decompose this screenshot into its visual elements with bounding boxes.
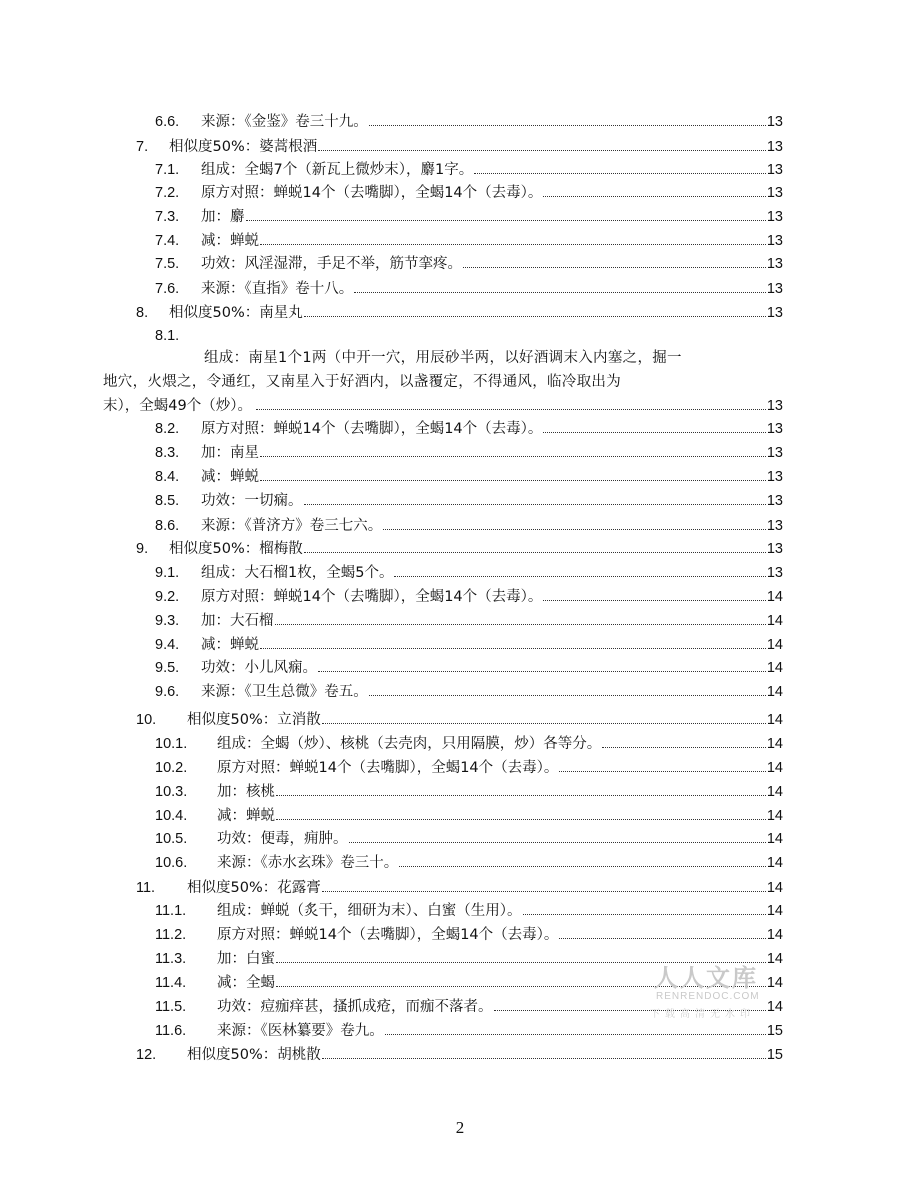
para-line-1: 组成：南星1个1两（中开一穴，用辰砂半两，以好酒调末入内塞之，掘一 — [204, 350, 682, 366]
page-ref: 14 — [766, 736, 783, 752]
toc-entry-7-1[interactable] — [155, 160, 783, 180]
toc-number: 10. — [136, 712, 157, 728]
para-line-2: 地穴，火煨之，令通红，又南星入于好酒内，以盏覆定，不得通风，临冷取出为 — [103, 374, 621, 390]
toc-entry-11-1[interactable] — [155, 901, 783, 921]
toc-title: 原方对照：蝉蜕14个（去嘴脚），全蝎14个（去毒）。 — [217, 927, 559, 943]
toc-title: 来源：《普济方》卷三七六。 — [201, 518, 383, 534]
toc-entry-9[interactable] — [136, 539, 783, 559]
dot-leader — [385, 1034, 766, 1035]
toc-number: 8.2. — [155, 421, 180, 437]
toc-entry-10-6[interactable] — [155, 853, 783, 873]
dot-leader — [304, 504, 766, 505]
toc-title: 组成：全蝎7个（新瓦上微炒末），麝1字。 — [201, 162, 474, 178]
dot-leader — [246, 220, 766, 221]
dot-leader — [318, 150, 766, 151]
toc-number: 11.4. — [155, 975, 187, 991]
toc-number: 7. — [136, 139, 149, 155]
dot-leader — [369, 125, 766, 126]
toc-entry-10-2[interactable] — [155, 758, 783, 778]
toc-number: 10.5. — [155, 831, 188, 847]
toc-number: 12. — [136, 1047, 157, 1063]
toc-title: 来源：《赤水玄珠》卷三十。 — [217, 855, 399, 871]
dot-leader — [304, 552, 766, 553]
toc-number: 8.3. — [155, 445, 180, 461]
toc-title: 原方对照：蝉蜕14个（去嘴脚），全蝎14个（去毒）。 — [201, 589, 543, 605]
toc-title: 减：蝉蜕 — [201, 233, 259, 249]
toc-entry-8-1-text[interactable] — [103, 346, 783, 418]
toc-number: 10.6. — [155, 855, 188, 871]
toc-title: 相似度50%：立消散 — [187, 712, 321, 728]
toc-entry-8-3[interactable] — [155, 443, 783, 463]
toc-number: 9.4. — [155, 637, 180, 653]
page-ref: 14 — [766, 999, 783, 1015]
toc-title: 减：蝉蜕 — [201, 637, 259, 653]
toc-number: 6.6. — [155, 114, 180, 130]
page-ref: 13 — [766, 398, 783, 414]
toc-number: 7.3. — [155, 209, 180, 225]
toc-entry-6-6[interactable] — [155, 112, 783, 132]
toc-entry-7-4[interactable] — [155, 231, 783, 251]
toc-title: 功效：一切痫。 — [201, 493, 303, 509]
dot-leader — [543, 196, 765, 197]
page-ref: 13 — [766, 565, 783, 581]
toc-title: 减：全蝎 — [217, 975, 275, 991]
toc-title: 功效：风淫湿滞，手足不举，筋节挛疼。 — [201, 256, 462, 272]
dot-leader — [463, 267, 766, 268]
page-ref: 13 — [766, 305, 783, 321]
toc-title: 来源：《卫生总微》卷五。 — [201, 684, 368, 700]
dot-leader — [349, 842, 766, 843]
toc-title: 来源：《医林纂要》卷九。 — [217, 1023, 384, 1039]
toc-title: 减：蝉蜕 — [217, 808, 275, 824]
dot-leader — [474, 173, 766, 174]
dot-leader — [304, 316, 766, 317]
page-number: 2 — [455, 1118, 465, 1137]
dot-leader — [523, 914, 766, 915]
toc-title: 减：蝉蜕 — [201, 469, 259, 485]
page-ref: 13 — [766, 421, 783, 437]
toc-number: 10.4. — [155, 808, 188, 824]
page-ref: 14 — [766, 613, 783, 629]
toc-number: 11.2. — [155, 927, 187, 943]
toc-entry-12[interactable] — [136, 1045, 783, 1065]
dot-leader — [322, 1058, 766, 1059]
dot-leader — [275, 624, 766, 625]
watermark — [648, 958, 774, 1020]
watermark-title: 人人文库 — [654, 964, 758, 992]
toc-number: 11. — [136, 880, 156, 896]
toc-number: 8.4. — [155, 469, 180, 485]
page-ref: 14 — [766, 951, 783, 967]
toc-entry-10[interactable] — [136, 710, 783, 730]
toc-number: 7.6. — [155, 281, 180, 297]
toc-title: 组成：大石榴1枚，全蝎5个。 — [201, 565, 394, 581]
page-ref: 14 — [766, 831, 783, 847]
toc-entry-7-6[interactable] — [155, 279, 783, 299]
toc-title: 组成：蝉蜕（炙干，细研为末）、白蜜（生用）。 — [217, 903, 522, 919]
toc-number: 9.3. — [155, 613, 180, 629]
dot-leader — [399, 866, 766, 867]
dot-leader — [559, 771, 765, 772]
page-ref: 14 — [766, 855, 783, 871]
watermark-domain: RENRENDOC.COM — [656, 991, 760, 1002]
toc-entry-10-4[interactable] — [155, 806, 783, 826]
page-ref: 13 — [766, 185, 783, 201]
toc-entry-9-4[interactable] — [155, 635, 783, 655]
page-ref: 14 — [766, 760, 783, 776]
toc-entry-8[interactable] — [136, 303, 783, 323]
dot-leader — [260, 648, 766, 649]
toc-number: 9. — [136, 541, 149, 557]
page-ref: 14 — [766, 712, 783, 728]
dot-leader — [260, 480, 766, 481]
toc-number: 8.5. — [155, 493, 180, 509]
page-ref: 13 — [766, 469, 783, 485]
toc-entry-9-5[interactable] — [155, 658, 783, 678]
page-ref: 14 — [766, 880, 783, 896]
dot-leader — [260, 244, 766, 245]
toc-entry-8-6[interactable] — [155, 516, 783, 536]
toc-entry-7-5[interactable] — [155, 254, 783, 274]
toc-number: 10.3. — [155, 784, 188, 800]
toc-number: 9.6. — [155, 684, 180, 700]
page-ref: 14 — [766, 660, 783, 676]
toc-title: 加：南星 — [201, 445, 259, 461]
dot-leader — [322, 723, 766, 724]
toc-title: 加：大石榴 — [201, 613, 274, 629]
toc-entry-9-1[interactable] — [155, 563, 783, 583]
page-ref: 15 — [766, 1023, 783, 1039]
toc-title: 加：白蜜 — [217, 951, 275, 967]
page-ref: 13 — [766, 281, 783, 297]
toc-entry-7-3[interactable] — [155, 207, 783, 227]
page-ref: 14 — [766, 637, 783, 653]
toc-entry-7-2[interactable] — [155, 183, 783, 203]
toc-title: 加：麝 — [201, 209, 245, 225]
toc-number: 7.2. — [155, 185, 180, 201]
dot-leader — [276, 795, 766, 796]
toc-title: 相似度50%：榴梅散 — [169, 541, 303, 557]
page-ref: 14 — [766, 903, 783, 919]
toc-entry-8-4[interactable] — [155, 467, 783, 487]
toc-title: 功效：小儿风痫。 — [201, 660, 317, 676]
toc-title: 原方对照：蝉蜕14个（去嘴脚），全蝎14个（去毒）。 — [201, 185, 543, 201]
toc-entry-8-1[interactable] — [155, 326, 783, 346]
toc-title: 来源：《直指》卷十八。 — [201, 281, 354, 297]
dot-leader — [543, 432, 765, 433]
toc-number: 11.6. — [155, 1023, 187, 1039]
dot-leader — [543, 600, 765, 601]
toc-title: 功效：便毒，痈肿。 — [217, 831, 348, 847]
toc-number: 7.1. — [155, 162, 180, 178]
dot-leader — [369, 695, 766, 696]
toc-title: 功效：痘痂痒甚，搔抓成疮，而痂不落者。 — [217, 999, 493, 1015]
toc-number: 8.6. — [155, 518, 180, 534]
toc-title: 相似度50%：胡桃散 — [187, 1047, 321, 1063]
page-ref: 13 — [766, 139, 783, 155]
dot-leader — [383, 529, 766, 530]
toc-title: 组成：全蝎（炒）、核桃（去壳肉，只用隔膜，炒）各等分。 — [217, 736, 602, 752]
page-ref: 13 — [766, 493, 783, 509]
page-ref: 13 — [766, 162, 783, 178]
page-ref: 14 — [766, 975, 783, 991]
para-line-3: 末），全蝎49个（炒）。 — [103, 398, 252, 414]
toc-title: 相似度50%：南星丸 — [169, 305, 303, 321]
toc-number: 9.2. — [155, 589, 180, 605]
toc-number: 7.5. — [155, 256, 180, 272]
page-ref: 14 — [766, 684, 783, 700]
toc-entry-8-5[interactable] — [155, 491, 783, 511]
toc-number: 11.5. — [155, 999, 187, 1015]
dot-leader — [602, 747, 766, 748]
toc-number: 10.2. — [155, 760, 188, 776]
page-ref: 14 — [766, 589, 783, 605]
toc-number: 11.3. — [155, 951, 187, 967]
toc-number: 8. — [136, 305, 149, 321]
toc-title: 加：核桃 — [217, 784, 275, 800]
toc-entry-9-2[interactable] — [155, 587, 783, 607]
dot-leader — [260, 456, 766, 457]
toc-title: 相似度50%：婆蒿根酒 — [169, 139, 318, 155]
dot-leader — [354, 292, 766, 293]
page-ref: 14 — [766, 927, 783, 943]
page-ref: 13 — [766, 256, 783, 272]
watermark-slogan: 下载高清无水印 — [650, 1009, 755, 1020]
toc-title: 原方对照：蝉蜕14个（去嘴脚），全蝎14个（去毒）。 — [201, 421, 543, 437]
toc-title: 原方对照：蝉蜕14个（去嘴脚），全蝎14个（去毒）。 — [217, 760, 559, 776]
dot-leader — [394, 576, 765, 577]
page-ref: 14 — [766, 784, 783, 800]
dot-leader — [559, 938, 765, 939]
page-ref: 13 — [766, 114, 783, 130]
toc-number: 7.4. — [155, 233, 180, 249]
dot-leader — [318, 671, 766, 672]
toc-number: 9.1. — [155, 565, 180, 581]
toc-entry-9-6[interactable] — [155, 682, 783, 702]
toc-number: 11.1. — [155, 903, 187, 919]
toc-number: 9.5. — [155, 660, 180, 676]
page-ref: 14 — [766, 808, 783, 824]
toc-entry-10-5[interactable] — [155, 829, 783, 849]
dot-leader — [256, 409, 766, 410]
page-ref: 13 — [766, 541, 783, 557]
toc-entry-11[interactable] — [136, 878, 783, 898]
toc-entry-11-2[interactable] — [155, 925, 783, 945]
toc-title: 相似度50%：花露膏 — [187, 880, 321, 896]
dot-leader — [322, 891, 766, 892]
toc-entry-11-6[interactable] — [155, 1021, 783, 1041]
toc-entry-8-2[interactable] — [155, 419, 783, 439]
toc-entry-7[interactable] — [136, 137, 783, 157]
toc-number: 10.1. — [155, 736, 188, 752]
page-ref: 13 — [766, 233, 783, 249]
dot-leader — [276, 819, 766, 820]
page-ref: 13 — [766, 445, 783, 461]
toc-number: 8.1. — [155, 328, 180, 344]
page-ref: 13 — [766, 518, 783, 534]
page-ref: 15 — [766, 1047, 783, 1063]
page-ref: 13 — [766, 209, 783, 225]
toc-entry-10-1[interactable] — [155, 734, 783, 754]
toc-entry-10-3[interactable] — [155, 782, 783, 802]
toc-title: 来源：《金鉴》卷三十九。 — [201, 114, 368, 130]
toc-entry-9-3[interactable] — [155, 611, 783, 631]
